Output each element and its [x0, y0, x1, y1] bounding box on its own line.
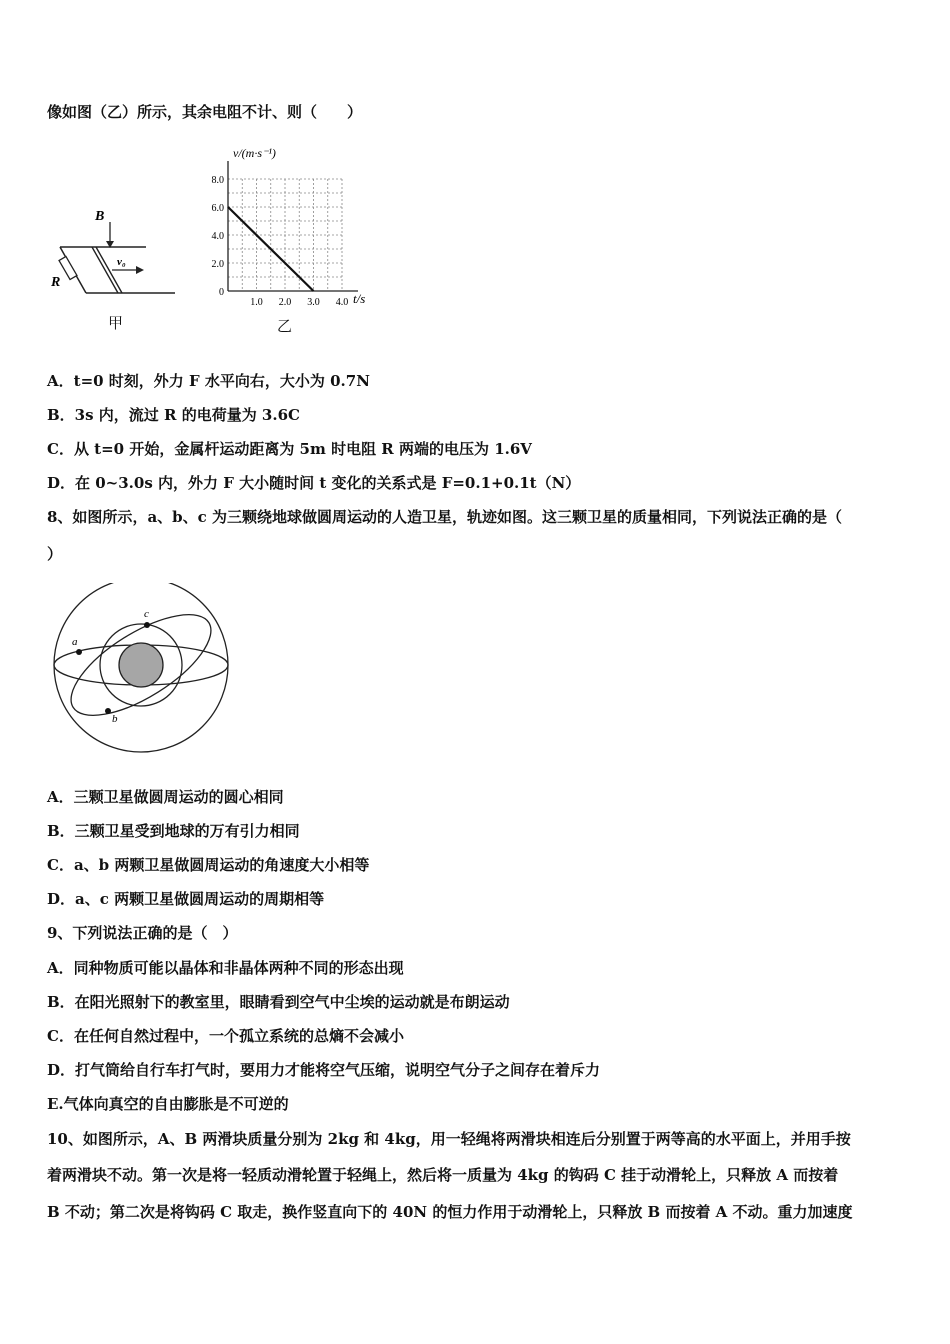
q10-line-2: 着两滑块不动。第一次是将一轻质动滑轮置于轻绳上，然后将一质量为 4kg 的钩码 C 挂于动滑轮上，只释放 A 而按着 — [47, 1166, 839, 1184]
label-a: a — [72, 636, 78, 648]
vt-chart — [195, 143, 385, 313]
intro-line: 像如图（乙）所示，其余电阻不计、则（ ） — [47, 103, 363, 121]
q8-option-c: C．a、b 两颗卫星做圆周运动的角速度大小相等 — [47, 856, 370, 874]
x-tick-label: 3.0 — [307, 297, 320, 308]
q9-option-a: A．同种物质可能以晶体和非晶体两种不同的形态出现 — [47, 959, 404, 977]
x-tick-label: 4.0 — [335, 297, 349, 308]
q8-stem-close: ） — [47, 545, 63, 563]
field-label-b: B — [95, 209, 105, 224]
q8-option-d: D．a、c 两颗卫星做圆周运动的周期相等 — [47, 890, 325, 908]
q7-option-c: C．从 t=0 开始，金属杆运动距离为 5m 时电阻 R 两端的电压为 1.6V — [47, 440, 532, 458]
y-tick-label: 6.0 — [211, 203, 224, 214]
q9-option-e: E.气体向真空的自由膨胀是不可逆的 — [47, 1095, 289, 1113]
y-tick-label: 0 — [219, 287, 224, 298]
label-c: c — [144, 608, 149, 620]
q9-option-b: B．在阳光照射下的教室里，眼睛看到空气中尘埃的运动就是布朗运动 — [47, 993, 510, 1011]
q7-option-d: D．在 0~3.0s 内，外力 F 大小随时间 t 变化的关系式是 F=0.1+0.1t（N） — [47, 474, 581, 492]
y-tick-label: 8.0 — [211, 175, 224, 186]
satellite-a — [76, 649, 82, 655]
x-tick-label: 2.0 — [278, 297, 292, 308]
velocity-label: v₀ — [117, 256, 126, 268]
y-tick-label: 4.0 — [211, 231, 224, 242]
figure-yi-label: 乙 — [277, 317, 293, 335]
orbit-diagram — [50, 583, 235, 753]
q7-option-b: B．3s 内，流过 R 的电荷量为 3.6C — [47, 406, 300, 424]
q8-option-b: B．三颗卫星受到地球的万有引力相同 — [47, 822, 300, 840]
q9-option-c: C．在任何自然过程中，一个孤立系统的总熵不会减小 — [47, 1027, 404, 1045]
satellite-b — [105, 708, 111, 714]
y-axis-label: v/(m·s⁻¹) — [233, 146, 276, 160]
orbit-figure — [50, 583, 235, 753]
resistor-label: R — [51, 275, 61, 290]
circuit-diagram — [50, 200, 180, 300]
label-b: b — [112, 713, 118, 725]
earth — [119, 643, 163, 687]
q7-option-a: A．t=0 时刻，外力 F 水平向右，大小为 0.7N — [47, 372, 370, 390]
x-axis-label: t/s — [353, 291, 366, 306]
y-tick-label: 2.0 — [211, 259, 224, 270]
q8-stem: 8、如图所示，a、b、c 为三颗绕地球做圆周运动的人造卫星，轨迹如图。这三颗卫星的质量相同，下列说法正确的是（ — [47, 508, 843, 526]
figure-jia-label: 甲 — [108, 314, 124, 332]
q9-option-d: D．打气筒给自行车打气时，要用力才能将空气压缩，说明空气分子之间存在着斥力 — [47, 1061, 601, 1079]
x-tick-label: 1.0 — [250, 297, 263, 308]
satellite-c — [144, 622, 150, 628]
figure-yi — [195, 143, 385, 338]
q10-line-3: B 不动；第二次是将钩码 C 取走，换作竖直向下的 40N 的恒力作用于动滑轮上，只释放 B 而按着 A 不动。重力加速度 — [47, 1203, 853, 1221]
figure-jia — [50, 200, 180, 335]
q9-stem: 9、下列说法正确的是（ ） — [47, 924, 238, 942]
q10-line-1: 10、如图所示，A、B 两滑块质量分别为 2kg 和 4kg，用一轻绳将两滑块相连后分别置于两等高的水平面上，并用手按 — [47, 1130, 851, 1148]
q8-option-a: A．三颗卫星做圆周运动的圆心相同 — [47, 788, 284, 806]
